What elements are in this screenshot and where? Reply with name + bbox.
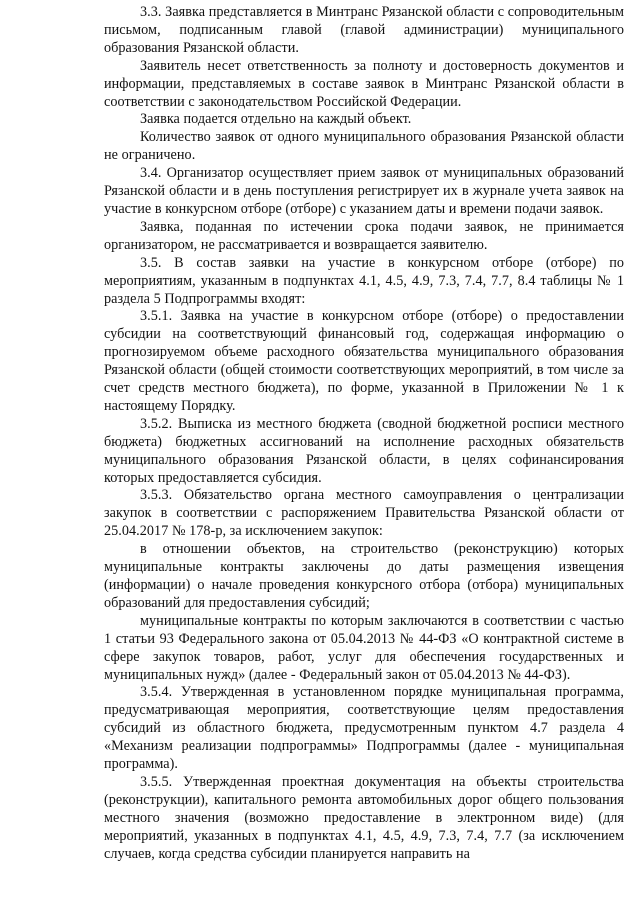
paragraph-3-5-3: 3.5.3. Обязательство органа местного самоуправления о централизации закупок в соответствии с распоряжением Правительства Рязанской области от 25.04.2017 № 178-р, за исключением закупок: xyxy=(104,487,624,540)
document-body xyxy=(104,4,624,864)
paragraph-application-count: Количество заявок от одного муниципального образования Рязанской области не ограничено. xyxy=(104,129,624,164)
paragraph-3-3: 3.3. Заявка представляется в Минтранс Рязанской области с сопроводительным письмом, подписанным главой (главой администрации) муниципального образования Рязанской области. xyxy=(104,4,624,56)
paragraph-3-5-5: 3.5.5. Утвержденная проектная документация на объекты строительства (реконструкции), капитального ремонта автомобильных дорог общего пользования местного значения (возможно предоставление в электронном виде) (для мероприятий, указанных в подпунктах 4.1, 4.5, 4.9, 7.3, 7.4, 7.7 (за исключением случаев, когда средства субсидии планируется направить на xyxy=(104,773,624,862)
paragraph-3-4: 3.4. Организатор осуществляет прием заявок от муниципальных образований Рязанской области и в день поступления регистрирует их в журнале учета заявок на участие в конкурсном отборе (отборе) с указанием даты и времени подачи заявок. xyxy=(104,165,624,217)
paragraph-per-object: Заявка подается отдельно на каждый объект. xyxy=(140,111,412,128)
paragraph-late-application: Заявка, поданная по истечении срока подачи заявок, не принимается организатором, не рассматривается и возвращается заявителю. xyxy=(104,218,624,253)
paragraph-applicant-responsibility: Заявитель несет ответственность за полноту и достоверность документов и информации, представляемых в составе заявок в Минтранс Рязанской области в соответствии с законодательством Российской Федерации. xyxy=(104,57,624,110)
paragraph-3-5-1: 3.5.1. Заявка на участие в конкурсном отборе (отборе) о предоставлении субсидии на соответствующий финансовый год, содержащая информацию о прогнозируемом объеме расходного обязательства муниципального образования Рязанской области (общей стоимости соответствующих мероприятий, в том числе за счет средств местного бюджета), по форме, указанной в Приложении № 1 к настоящему Порядку. xyxy=(104,308,624,414)
paragraph-exception-contracts: муниципальные контракты по которым заключаются в соответствии с частью 1 статьи 93 Федерального закона от 05.04.2013 № 44-ФЗ «О контрактной системе в сфере закупок товаров, работ, услуг для обеспечения государственных и муниципальных нужд» (далее - Федеральный закон от 05.04.2013 № 44-ФЗ). xyxy=(104,612,624,683)
paragraph-3-5: 3.5. В состав заявки на участие в конкурсном отборе (отборе) по мероприятиям, указанным в подпунктах 4.1, 4.5, 4.9, 7.3, 7.4, 7.7, 8.4 таблицы № 1 раздела 5 Подпрограммы входят: xyxy=(104,254,624,307)
paragraph-3-5-4: 3.5.4. Утвержденная в установленном порядке муниципальная программа, предусматривающая мероприятия, соответствующие целям предоставления субсидий из областного бюджета, предусмотренным пунктом 4.7 раздела 4 «Механизм реализации подпрограммы» Подпрограммы (далее - муниципальная программа). xyxy=(104,684,624,773)
paragraph-exception-objects: в отношении объектов, на строительство (реконструкцию) которых муниципальные контракты заключены до даты размещения извещения (информации) о начале проведения конкурсного отбора (отбора) муниципальных образований для предоставления субсидий; xyxy=(104,541,624,611)
paragraph-3-5-2: 3.5.2. Выписка из местного бюджета (сводной бюджетной росписи местного бюджета) бюджетных ассигнований на исполнение расходных обязательств муниципального образования Рязанской области, в целях софинансирования которых предоставляется субсидия. xyxy=(104,415,624,486)
